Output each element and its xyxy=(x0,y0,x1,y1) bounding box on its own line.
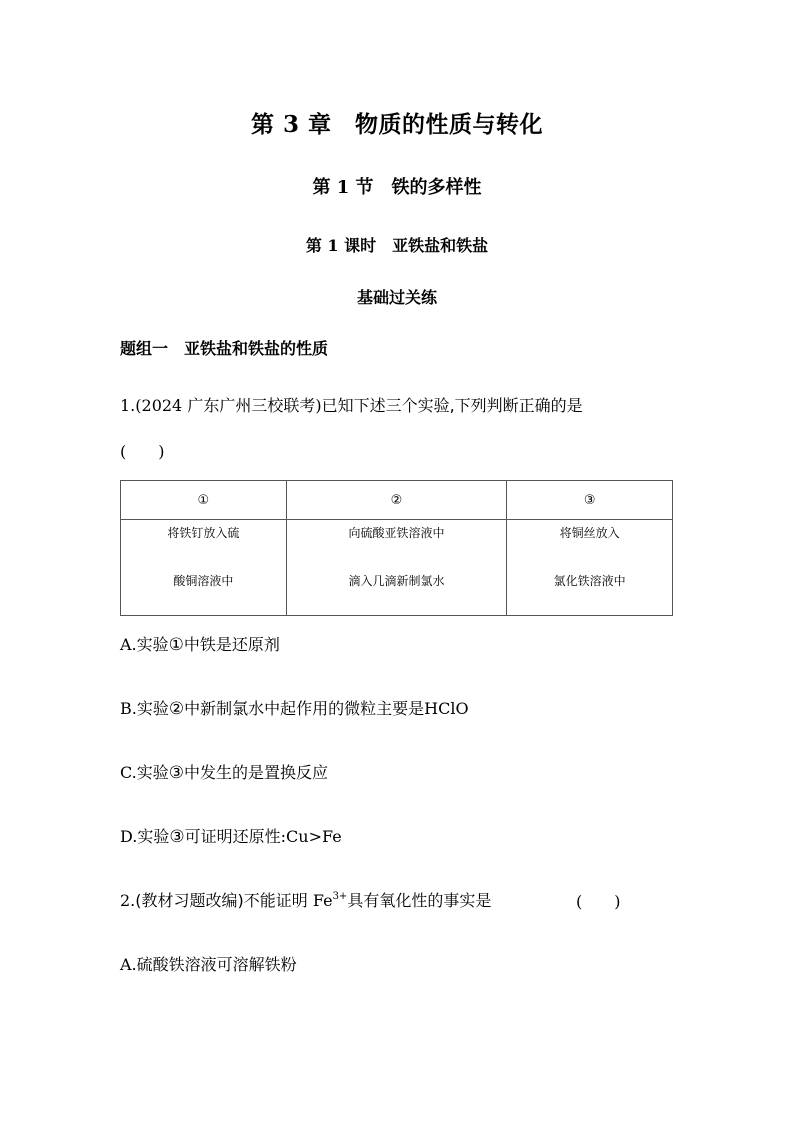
option-b xyxy=(120,696,469,719)
option-text: 硫酸铁溶液可溶解铁粉 xyxy=(136,955,297,974)
cell-line: 将铁钉放入硫 xyxy=(167,526,240,540)
practice-title: 基础过关练 xyxy=(356,288,437,307)
option-text: 中发生的是置换反应 xyxy=(184,763,329,782)
option-text: 实验 xyxy=(136,699,169,718)
table-cell xyxy=(286,520,507,616)
ion-charge: 3+ xyxy=(332,891,348,902)
section-title: 第 1 节 铁的多样性 xyxy=(312,177,482,198)
question-source: (教材习题改编) xyxy=(135,891,244,910)
lesson-title: 第 1 课时 亚铁盐和铁盐 xyxy=(305,236,489,255)
option-a xyxy=(120,632,280,655)
table-header-cell: ① xyxy=(121,481,287,520)
option-c xyxy=(120,760,328,783)
experiment-table xyxy=(120,480,673,616)
cell-line: 酸铜溶液中 xyxy=(173,574,234,588)
chapter-title: 第 3 章 物质的性质与转化 xyxy=(250,111,544,138)
option-label: A. xyxy=(120,955,137,974)
option-text: 实验 xyxy=(136,763,169,782)
answer-paren: ( ) xyxy=(120,442,165,461)
question-number: 1. xyxy=(120,396,136,415)
question-text: 已知下述三个实验,下列判断正确的是 xyxy=(321,396,583,415)
option-text: 可证明还原性 xyxy=(184,827,281,846)
question-number: 2. xyxy=(120,891,136,910)
q2-option-a xyxy=(120,952,297,975)
question-2-stem xyxy=(120,888,491,911)
answer-paren: ( ) xyxy=(576,892,621,911)
question-text: 不能证明 xyxy=(243,891,313,910)
option-d xyxy=(120,824,342,847)
option-text: 实验 xyxy=(136,635,169,654)
option-text: 实验 xyxy=(137,827,170,846)
option-label: A. xyxy=(120,635,137,654)
option-text: 中铁是还原剂 xyxy=(183,635,280,654)
formula: :Cu>Fe xyxy=(280,827,342,846)
question-text: 具有氧化性的事实是 xyxy=(347,891,492,910)
group-title: 题组一 亚铁盐和铁盐的性质 xyxy=(120,339,329,358)
option-label: B. xyxy=(120,699,137,718)
circled-number: ② xyxy=(168,699,185,719)
cell-line: 滴入几滴新制氯水 xyxy=(348,574,445,588)
formula: HClO xyxy=(424,699,469,718)
circled-number: ③ xyxy=(168,763,185,783)
cell-line: 氯化铁溶液中 xyxy=(553,574,626,588)
table-cell xyxy=(121,520,287,616)
option-label: D. xyxy=(120,827,138,846)
table-header-cell: ③ xyxy=(507,481,673,520)
circled-number: ③ xyxy=(169,827,185,847)
table-cell xyxy=(507,520,673,616)
question-source: (2024 广东广州三校联考) xyxy=(135,396,322,415)
ion-formula: Fe xyxy=(312,891,333,910)
cell-line: 向硫酸亚铁溶液中 xyxy=(348,526,445,540)
circled-number: ① xyxy=(168,635,184,655)
cell-line: 将铜丝放入 xyxy=(559,526,620,540)
question-1-stem xyxy=(120,393,583,416)
option-label: C. xyxy=(120,763,137,782)
table-header-cell: ② xyxy=(286,481,507,520)
option-text: 中新制氯水中起作用的微粒主要是 xyxy=(184,699,425,718)
